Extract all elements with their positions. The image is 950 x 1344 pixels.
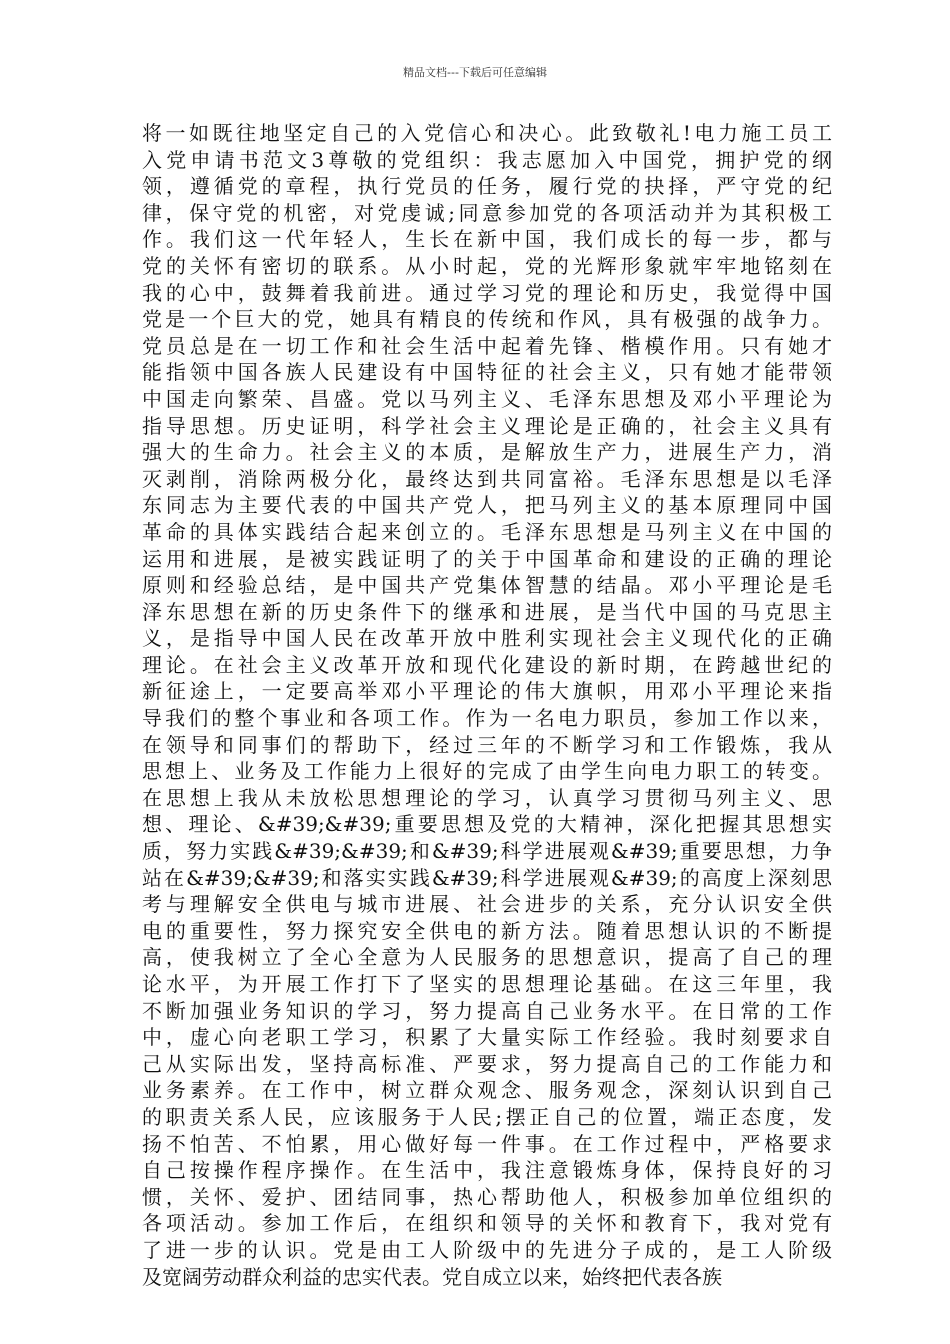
body-line: 能指领中国各族人民建设有中国特征的社会主义，只有她才能带领 xyxy=(142,360,832,385)
body-line: 不断加强业务知识的学习，努力提高自己业务水平。在日常的工作 xyxy=(142,998,832,1023)
body-line: 自己按操作程序操作。在生活中，我注意锻炼身体，保持良好的习 xyxy=(142,1158,832,1183)
body-line: 各项活动。参加工作后，在组织和领导的关怀和教育下，我对党有 xyxy=(142,1211,832,1236)
body-line: 在思想上我从未放松思想理论的学习，认真学习贯彻马列主义、思 xyxy=(142,785,832,810)
body-line: 新征途上，一定要高举邓小平理论的伟大旗帜，用邓小平理论来指 xyxy=(142,679,832,704)
body-line: 及宽阔劳动群众利益的忠实代表。党自成立以来，始终把代表各族 xyxy=(142,1264,722,1289)
body-line: 律，保守党的机密，对党虔诚;同意参加党的各项活动并为其积极工 xyxy=(142,200,832,225)
body-line: 中，虚心向老职工学习，积累了大量实际工作经验。我时刻要求自 xyxy=(142,1025,832,1050)
body-line: 东同志为主要代表的中国共产党人，把马列主义的基本原理同中国 xyxy=(142,493,832,518)
body-line: 我的心中，鼓舞着我前进。通过学习党的理论和历史，我觉得中国 xyxy=(142,280,832,305)
page-header: 精品文档---下载后可任意编辑 xyxy=(403,66,547,79)
body-line: 业务素养。在工作中，树立群众观念、服务观念，深刻认识到自己 xyxy=(142,1078,832,1103)
body-line: 党的关怀有密切的联系。从小时起，党的光辉形象就牢牢地铭刻在 xyxy=(142,253,832,278)
body-line: 将一如既往地坚定自己的入党信心和决心。此致敬礼!电力施工员工 xyxy=(142,121,832,145)
body-line: 己从实际出发，坚持高标准、严要求，努力提高自己的工作能力和 xyxy=(142,1051,832,1076)
body-line: 考与理解安全供电与城市进展、社会进步的关系，充分认识安全供 xyxy=(142,892,832,917)
body-line: 的职责关系人民，应该服务于人民;摆正自己的位置，端正态度，发 xyxy=(142,1104,832,1129)
body-line: 论水平，为开展工作打下了坚实的思想理论基础。在这三年里，我 xyxy=(142,972,832,996)
body-line: 义，是指导中国人民在改革开放中胜利实现社会主义现代化的正确 xyxy=(142,626,832,651)
body-line: 入党申请书范文3尊敬的党组织：我志愿加入中国党，拥护党的纲 xyxy=(142,147,832,172)
body-line: 电的重要性，努力探究安全供电的新方法。随着思想认识的不断提 xyxy=(142,918,832,943)
body-line: 党员总是在一切工作和社会生活中起着先锋、楷模作用。只有她才 xyxy=(142,333,832,358)
body-line: 质，努力实践&#39;&#39;和&#39;科学进展观&#39;重要思想，力争 xyxy=(142,839,832,864)
body-line: 高，使我树立了全心全意为人民服务的思想意识，提高了自己的理 xyxy=(142,945,832,970)
body-line: 灭剥削，消除两极分化，最终达到共同富裕。毛泽东思想是以毛泽 xyxy=(142,466,832,491)
body-line: 思想上、业务及工作能力上很好的完成了由学生向电力职工的转变。 xyxy=(142,759,832,784)
body-line: 导我们的整个事业和各项工作。作为一名电力职员，参加工作以来， xyxy=(142,706,832,731)
body-line: 指导思想。历史证明，科学社会主义理论是正确的，社会主义具有 xyxy=(142,413,832,438)
body-line: 领，遵循党的章程，执行党员的任务，履行党的抉择，严守党的纪 xyxy=(142,174,832,199)
document-body xyxy=(142,120,832,1290)
body-line: 站在&#39;&#39;和落实实践&#39;科学进展观&#39;的高度上深刻思 xyxy=(142,865,832,890)
body-line: 理论。在社会主义改革开放和现代化建设的新时期，在跨越世纪的 xyxy=(142,652,832,677)
body-line: 扬不怕苦、不怕累，用心做好每一件事。在工作过程中，严格要求 xyxy=(142,1131,832,1156)
body-line: 强大的生命力。社会主义的本质，是解放生产力，进展生产力，消 xyxy=(142,440,832,465)
body-line: 作。我们这一代年轻人，生长在新中国，我们成长的每一步，都与 xyxy=(142,227,832,252)
body-line: 惯，关怀、爱护、团结同事，热心帮助他人，积极参加单位组织的 xyxy=(142,1184,832,1209)
body-line: 原则和经验总结，是中国共产党集体智慧的结晶。邓小平理论是毛 xyxy=(142,573,832,598)
body-line: 革命的具体实践结合起来创立的。毛泽东思想是马列主义在中国的 xyxy=(142,519,832,544)
body-line: 中国走向繁荣、昌盛。党以马列主义、毛泽东思想及邓小平理论为 xyxy=(142,386,832,411)
body-line: 想、理论、&#39;&#39;重要思想及党的大精神，深化把握其思想实 xyxy=(142,812,832,837)
body-line: 泽东思想在新的历史条件下的继承和进展，是当代中国的马克思主 xyxy=(142,599,832,624)
body-line: 了进一步的认识。党是由工人阶级中的先进分子成的，是工人阶级 xyxy=(142,1237,832,1262)
body-line: 运用和进展，是被实践证明了的关于中国革命和建设的正确的理论 xyxy=(142,546,832,571)
body-line: 党是一个巨大的党，她具有精良的传统和作风，具有极强的战争力。 xyxy=(142,307,832,332)
body-line: 在领导和同事们的帮助下，经过三年的不断学习和工作锻炼，我从 xyxy=(142,732,832,757)
